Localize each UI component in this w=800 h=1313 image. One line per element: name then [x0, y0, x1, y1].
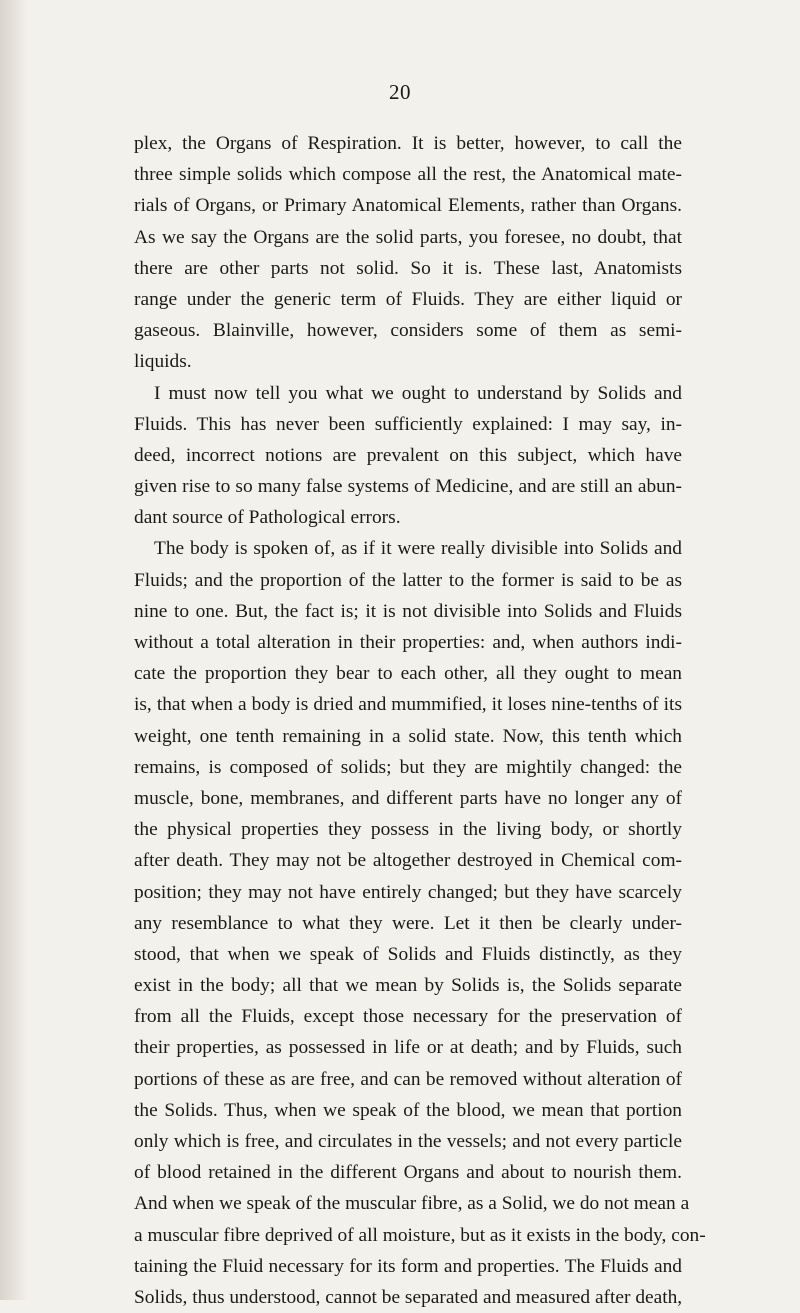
text-line: a muscular fibre deprived of all moisture, but as it exists in the body, con- [134, 1224, 706, 1246]
text-line: given rise to so many false systems of Medicine, and are still an abun- [134, 476, 682, 498]
page-binding-shadow [0, 0, 28, 1300]
text-line: deed, incorrect notions are prevalent on this subject, which have [134, 444, 682, 466]
text-line: nine to one. But, the fact is; it is not divisible into Solids and Fluids [134, 600, 682, 622]
text-line: remains, is composed of solids; but they are mightily changed: the [134, 756, 682, 778]
text-line: Fluids. This has never been sufficiently explained: I may say, in- [134, 413, 682, 435]
page-number: 20 [389, 80, 411, 104]
text-line: As we say the Organs are the solid parts, you foresee, no doubt, that [134, 226, 682, 248]
text-line: the Solids. Thus, when we speak of the blood, we mean that portion [134, 1099, 682, 1121]
text-line: any resemblance to what they were. Let it then be clearly under- [134, 912, 682, 934]
text-line: liquids. [134, 351, 192, 373]
text-line: of blood retained in the different Organs and about to nourish them. [134, 1162, 682, 1184]
text-line: muscle, bone, membranes, and different parts have no longer any of [134, 787, 682, 809]
text-line: rials of Organs, or Primary Anatomical Elements, rather than Organs. [134, 195, 682, 217]
text-line: weight, one tenth remaining in a solid state. Now, this tenth which [134, 725, 682, 747]
text-line: stood, that when we speak of Solids and Fluids distinctly, as they [134, 943, 682, 965]
text-line: plex, the Organs of Respiration. It is better, however, to call the [134, 133, 682, 154]
text-line: I must now tell you what we ought to understand by Solids and [154, 382, 682, 404]
text-line: Fluids; and the proportion of the latter to the former is said to be as [134, 569, 682, 591]
text-line: position; they may not have entirely changed; but they have scarcely [134, 881, 682, 903]
text-line: The body is spoken of, as if it were really divisible into Solids and [154, 538, 682, 560]
text-line: range under the generic term of Fluids. They are either liquid or [134, 288, 682, 310]
text-line: exist in the body; all that we mean by Solids is, the Solids separate [134, 975, 682, 997]
text-line: without a total alteration in their properties: and, when authors indi- [134, 632, 682, 653]
text-line: And when we speak of the muscular fibre, as a Solid, we do not mean a [134, 1193, 690, 1215]
text-line: cate the proportion they bear to each other, all they ought to mean [134, 663, 682, 685]
text-line: there are other parts not solid. So it is. These last, Anatomists [134, 257, 682, 279]
text-line: only which is free, and circulates in the vessels; and not every particle [134, 1131, 682, 1152]
text-line: gaseous. Blainville, however, considers some of them as semi- [134, 320, 682, 342]
text-line: three simple solids which compose all the rest, the Anatomical mate- [134, 164, 682, 186]
body-text [134, 128, 706, 1313]
text-line: dant source of Pathological errors. [134, 507, 401, 529]
text-line: taining the Fluid necessary for its form and properties. The Fluids and [134, 1255, 682, 1277]
text-line: is, that when a body is dried and mummified, it loses nine-tenths of its [134, 694, 682, 716]
text-line: the physical properties they possess in the living body, or shortly [134, 819, 682, 841]
text-line: from all the Fluids, except those necessary for the preservation of [134, 1006, 682, 1028]
text-line: after death. They may not be altogether destroyed in Chemical com- [134, 850, 682, 872]
text-line: portions of these as are free, and can be removed without alteration of [134, 1068, 682, 1090]
text-line: their properties, as possessed in life or at death; and by Fluids, such [134, 1037, 682, 1059]
text-line: Solids, thus understood, cannot be separated and measured after death, [134, 1286, 683, 1308]
